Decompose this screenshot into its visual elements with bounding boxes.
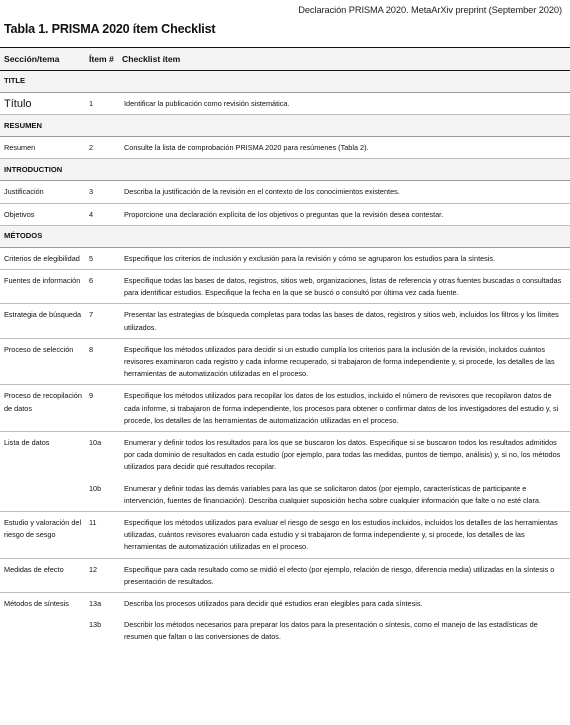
item-number-cell: 5 — [85, 247, 118, 269]
section-row — [0, 159, 570, 181]
section-topic-cell: Resumen — [0, 137, 85, 159]
table-row — [0, 593, 570, 615]
section-topic-cell: Proceso de recopilación de datos — [0, 385, 85, 432]
section-heading: MÉTODOS — [0, 225, 570, 247]
prisma-checklist-table — [0, 47, 570, 648]
section-topic-cell: Objetivos — [0, 203, 85, 225]
section-heading: INTRODUCTION — [0, 159, 570, 181]
item-number-cell: 4 — [85, 203, 118, 225]
table-row — [0, 385, 570, 432]
item-number-cell: 10a — [89, 438, 102, 448]
section-topic-cell — [0, 478, 85, 512]
section-topic-cell: Criterios de elegibilidad — [0, 247, 85, 269]
checklist-item-cell: Especifique todas las bases de datos, registros, sitios web, organizaciones, listas de referencia y otras fuentes buscadas o consultadas para identificar estudios. Especifique la fecha en la que se buscó o consultó por última vez cada fuente. — [118, 270, 570, 304]
item-number-cell: 3 — [85, 181, 118, 203]
section-row — [0, 115, 570, 137]
item-number-cell: 13a — [89, 599, 102, 609]
checklist-item-cell: Enumerar y definir todos los resultados para los que se buscaron los datos. Especifique si se buscaron todos los resultados admitidos por cada dominio de resultados en cada estudio (por ejemplo, para todas las medidas, puntos de tiempo, análisis) y, si no, los métodos utilizados para decidir qué resultados recopilar. — [124, 438, 561, 472]
table-row — [0, 558, 570, 592]
table-row — [0, 338, 570, 385]
checklist-item-cell: Identificar la publicación como revisión sistemática. — [118, 93, 570, 115]
checklist-item-cell: Especifique los criterios de inclusión y exclusión para la revisión y cómo se agruparon los estudios para la síntesis. — [118, 247, 570, 269]
table-row — [0, 203, 570, 225]
table-row — [0, 304, 570, 338]
table-row — [0, 432, 570, 478]
table-row — [0, 614, 570, 647]
checklist-item-cell: Consulte la lista de comprobación PRISMA 2020 para resúmenes (Tabla 2). — [118, 137, 570, 159]
table-row — [0, 181, 570, 203]
section-topic-cell: Métodos de síntesis — [4, 599, 69, 609]
item-number-cell: 13b — [89, 620, 102, 630]
checklist-item-cell: Describir los métodos necesarios para preparar los datos para la presentación o síntesis, como el manejo de las estadísticas de resumen que faltan o las conversiones de datos. — [124, 620, 538, 642]
section-topic-cell: Lista de datos — [4, 438, 50, 448]
running-head: Declaración PRISMA 2020. MetaArXiv preprint (September 2020) — [298, 5, 562, 15]
column-header-section: Sección/tema — [0, 48, 85, 71]
table-row — [0, 478, 570, 512]
section-topic-cell: Justificación — [0, 181, 85, 203]
table-row — [0, 93, 570, 115]
section-topic-cell: Título — [0, 93, 85, 115]
table-body — [0, 71, 570, 648]
section-row — [0, 225, 570, 247]
checklist-item-cell: Describa los procesos utilizados para decidir qué estudios eran elegibles para cada síntesis. — [124, 599, 423, 609]
section-topic-cell: Estudio y valoración del riesgo de sesgo — [0, 512, 85, 559]
checklist-item-cell: Especifique para cada resultado como se midió el efecto (por ejemplo, relación de riesgo, diferencia media) utilizadas en la síntesis o presentación de resultados. — [118, 558, 570, 592]
table-row — [0, 137, 570, 159]
checklist-item-cell: Especifique los métodos utilizados para recopilar los datos de los estudios, incluido el número de revisores que recopilaron datos de cada informe, si trabajaron de forma independiente, los procesos para obtener o confirmar datos de los investigadores del estudio y, si procede, los detalles de las herramientas de automatización utilizadas en el proceso. — [118, 385, 570, 432]
table-row — [0, 270, 570, 304]
checklist-item-cell: Enumerar y definir todas las demás variables para las que se solicitaron datos (por ejemplo, características de participante e intervención, fuentes de financiación). Describa cualquier suposición hecha sobre cualquier información que falte o no esté clara. — [118, 478, 570, 512]
section-topic-cell: Proceso de selección — [0, 338, 85, 385]
item-number-cell: 8 — [85, 338, 118, 385]
column-header-checklist: Checklist ítem — [118, 48, 570, 71]
table-header-row — [0, 48, 570, 71]
section-topic-cell: Medidas de efecto — [0, 558, 85, 592]
section-row — [0, 71, 570, 93]
table-row — [0, 247, 570, 269]
table-row — [0, 512, 570, 559]
checklist-item-cell: Especifique los métodos utilizados para decidir si un estudio cumplía los criterios para la inclusión de la revisión, incluidos cuántos revisores examinaron cada registro y cada informe recuperado, si trabajaron de forma independiente y, si procede, los detalles de las herramientas de automatización utilizadas en el proceso. — [118, 338, 570, 385]
section-topic-cell: Estrategia de búsqueda — [0, 304, 85, 338]
checklist-item-cell: Presentar las estrategias de búsqueda completas para todas las bases de datos, registros y sitios web, incluidos los filtros y los límites utilizados. — [118, 304, 570, 338]
item-number-cell: 10b — [85, 478, 118, 512]
item-number-cell: 6 — [85, 270, 118, 304]
checklist-item-cell: Especifique los métodos utilizados para evaluar el riesgo de sesgo en los estudios incluidos, incluidos los detalles de las herramientas utilizadas, cuántos revisores evaluaron cada estudio y si trabajaron de forma independiente y, si procede, los detalles de las herramientas de automatización utilizadas en el proceso. — [118, 512, 570, 559]
section-heading: TITLE — [0, 71, 570, 93]
checklist-item-cell: Describa la justificación de la revisión en el contexto de los conocimientos existentes. — [118, 181, 570, 203]
column-header-item: Ítem # — [85, 48, 118, 71]
item-number-cell: 11 — [85, 512, 118, 559]
item-number-cell: 1 — [85, 93, 118, 115]
section-topic-cell: Fuentes de información — [0, 270, 85, 304]
table-title: Tabla 1. PRISMA 2020 ítem Checklist — [4, 22, 216, 36]
section-topic-cell — [0, 614, 85, 647]
item-number-cell: 12 — [85, 558, 118, 592]
item-number-cell: 2 — [85, 137, 118, 159]
section-heading: RESUMEN — [0, 115, 570, 137]
checklist-item-cell: Proporcione una declaración explícita de los objetivos o preguntas que la revisión desea contestar. — [118, 203, 570, 225]
item-number-cell: 7 — [85, 304, 118, 338]
item-number-cell: 9 — [85, 385, 118, 432]
